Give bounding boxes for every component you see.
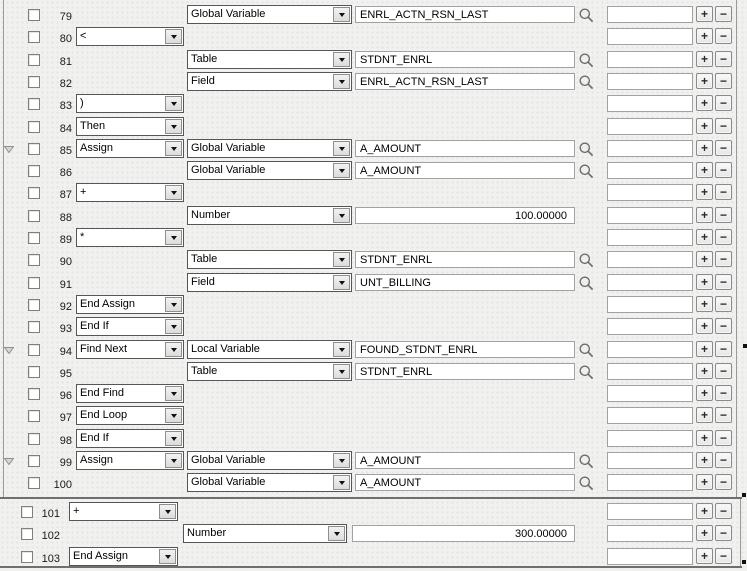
grid-row: [0, 49, 747, 71]
grid-row: [0, 26, 747, 48]
add-row-button[interactable]: +: [696, 51, 713, 67]
operand-type-dropdown-value: Global Variable: [191, 8, 266, 20]
chevron-down-icon[interactable]: [165, 297, 182, 312]
lookup-search-icon[interactable]: [578, 163, 595, 180]
chevron-down-icon[interactable]: [333, 342, 350, 357]
delete-row-button[interactable]: −: [715, 207, 732, 223]
statement-dropdown-value: End Loop: [80, 409, 128, 421]
row-number: 83: [59, 100, 72, 112]
lookup-search-icon[interactable]: [578, 7, 595, 24]
chevron-down-icon[interactable]: [333, 74, 350, 89]
secondary-value-input[interactable]: [607, 296, 693, 313]
row-number: 96: [59, 390, 72, 402]
operand-type-dropdown[interactable]: [187, 161, 352, 180]
row-number: 87: [59, 189, 72, 201]
add-row-button[interactable]: +: [696, 229, 713, 245]
operand-type-dropdown-value: Global Variable: [191, 164, 266, 176]
delete-row-button[interactable]: −: [715, 385, 732, 401]
chevron-down-icon[interactable]: [165, 185, 182, 200]
operand-type-dropdown[interactable]: [187, 473, 352, 492]
delete-row-button[interactable]: −: [715, 118, 732, 134]
chevron-down-icon[interactable]: [165, 119, 182, 134]
statement-dropdown-value: End Assign: [73, 550, 129, 562]
add-row-button[interactable]: +: [696, 341, 713, 357]
delete-row-button[interactable]: −: [715, 251, 732, 267]
row-number: 80: [59, 33, 72, 45]
delete-row-button[interactable]: −: [715, 548, 732, 564]
secondary-value-input[interactable]: [607, 229, 693, 246]
add-row-button[interactable]: +: [696, 525, 713, 541]
row-number: 92: [59, 301, 72, 313]
grid-row: [0, 71, 747, 93]
row-number: 82: [59, 78, 72, 90]
chevron-down-icon[interactable]: [333, 7, 350, 22]
row-number: 86: [59, 167, 72, 179]
chevron-down-icon[interactable]: [165, 141, 182, 156]
chevron-down-icon[interactable]: [165, 453, 182, 468]
secondary-value-input[interactable]: [607, 51, 693, 68]
secondary-value-input[interactable]: [607, 251, 693, 268]
add-row-button[interactable]: +: [696, 28, 713, 44]
add-row-button[interactable]: +: [696, 318, 713, 334]
expand-triangle-icon[interactable]: [4, 458, 14, 465]
add-row-button[interactable]: +: [696, 474, 713, 490]
statement-dropdown-value: Assign: [80, 454, 114, 466]
operand-type-dropdown-value: Number: [187, 527, 227, 539]
statement-dropdown[interactable]: [76, 451, 184, 470]
row-number: 100: [53, 479, 72, 491]
grid-row: [0, 501, 747, 523]
secondary-value-input[interactable]: [607, 341, 693, 358]
secondary-value-input[interactable]: [607, 407, 693, 424]
delete-row-button[interactable]: −: [715, 229, 732, 245]
row-number: 98: [59, 435, 72, 447]
operand-value-input[interactable]: [355, 251, 575, 268]
chevron-down-icon[interactable]: [165, 386, 182, 401]
statement-dropdown-value: +: [73, 505, 80, 517]
operand-type-dropdown-value: Global Variable: [191, 142, 266, 154]
operand-value-input[interactable]: [355, 140, 575, 157]
operand-value-input[interactable]: [355, 341, 575, 358]
delete-row-button[interactable]: −: [715, 184, 732, 200]
statement-dropdown-value: End Assign: [80, 298, 136, 310]
chevron-down-icon[interactable]: [333, 52, 350, 67]
delete-row-button[interactable]: −: [715, 274, 732, 290]
add-row-button[interactable]: +: [696, 118, 713, 134]
statement-dropdown[interactable]: [76, 384, 184, 403]
grid-row: [0, 383, 747, 405]
grid-row: [0, 294, 747, 316]
operand-type-dropdown-value: Field: [191, 75, 215, 87]
row-number: 97: [59, 412, 72, 424]
add-row-button[interactable]: +: [696, 407, 713, 423]
delete-row-button[interactable]: −: [715, 407, 732, 423]
operand-value-input[interactable]: [355, 474, 575, 491]
row-number: 95: [59, 368, 72, 380]
chevron-down-icon[interactable]: [159, 549, 176, 564]
delete-row-button[interactable]: −: [715, 162, 732, 178]
grid-row: [0, 361, 747, 383]
grid-row: [0, 405, 747, 427]
add-row-button[interactable]: +: [696, 184, 713, 200]
grid-row: [0, 472, 747, 494]
row-number: 99: [59, 457, 72, 469]
operand-value-input[interactable]: [355, 6, 575, 23]
operand-type-dropdown[interactable]: [187, 72, 352, 91]
add-row-button[interactable]: +: [696, 162, 713, 178]
delete-row-button[interactable]: −: [715, 474, 732, 490]
add-row-button[interactable]: +: [696, 274, 713, 290]
lookup-search-icon[interactable]: [578, 475, 595, 492]
statement-dropdown[interactable]: [69, 547, 178, 566]
operand-type-dropdown-value: Global Variable: [191, 454, 266, 466]
chevron-down-icon[interactable]: [333, 453, 350, 468]
secondary-value-input[interactable]: [607, 274, 693, 291]
delete-row-button[interactable]: −: [715, 318, 732, 334]
operand-value-input[interactable]: [355, 274, 575, 291]
row-number: 93: [59, 323, 72, 335]
secondary-value-input[interactable]: [607, 28, 693, 45]
operand-value-input[interactable]: [352, 525, 575, 542]
chevron-down-icon[interactable]: [333, 252, 350, 267]
grid-row: [0, 339, 747, 361]
chevron-down-icon[interactable]: [159, 504, 176, 519]
secondary-value-input[interactable]: [607, 430, 693, 447]
add-row-button[interactable]: +: [696, 73, 713, 89]
row-number: 81: [59, 56, 72, 68]
chevron-down-icon[interactable]: [165, 29, 182, 44]
lookup-search-icon[interactable]: [578, 275, 595, 292]
operand-type-dropdown-value: Number: [191, 209, 231, 221]
operand-type-dropdown[interactable]: [183, 524, 347, 543]
statement-dropdown-value: Assign: [80, 142, 114, 154]
operand-type-dropdown[interactable]: [187, 139, 352, 158]
lookup-search-icon[interactable]: [578, 342, 595, 359]
delete-row-button[interactable]: −: [715, 503, 732, 519]
add-row-button[interactable]: +: [696, 251, 713, 267]
row-number: 89: [59, 234, 72, 246]
operand-value-input[interactable]: [355, 207, 575, 224]
statement-dropdown-value: End If: [80, 432, 109, 444]
secondary-value-input[interactable]: [607, 207, 693, 224]
chevron-down-icon[interactable]: [328, 526, 345, 541]
secondary-value-input[interactable]: [607, 385, 693, 402]
chevron-down-icon[interactable]: [333, 475, 350, 490]
chevron-down-icon[interactable]: [333, 163, 350, 178]
row-number: 91: [59, 279, 72, 291]
add-row-button[interactable]: +: [696, 363, 713, 379]
row-number: 102: [41, 530, 60, 542]
operand-type-dropdown-value: Global Variable: [191, 476, 266, 488]
grid-row: [0, 138, 747, 160]
statement-dropdown[interactable]: [76, 295, 184, 314]
secondary-value-input[interactable]: [607, 118, 693, 135]
grid-row: [0, 160, 747, 182]
delete-row-button[interactable]: −: [715, 430, 732, 446]
operand-value-input[interactable]: [355, 51, 575, 68]
row-number: 79: [59, 11, 72, 23]
delete-row-button[interactable]: −: [715, 51, 732, 67]
chevron-down-icon[interactable]: [333, 275, 350, 290]
statement-dropdown[interactable]: [76, 117, 184, 136]
grid-row: [0, 182, 747, 204]
grid-row: [0, 450, 747, 472]
delete-row-button[interactable]: −: [715, 95, 732, 111]
secondary-value-input[interactable]: [607, 162, 693, 179]
chevron-down-icon[interactable]: [165, 431, 182, 446]
operand-type-dropdown[interactable]: [187, 5, 352, 24]
secondary-value-input[interactable]: [607, 474, 693, 491]
statement-dropdown-value: <: [80, 30, 87, 42]
secondary-value-input[interactable]: [607, 525, 693, 542]
statement-dropdown[interactable]: [76, 317, 184, 336]
statement-dropdown-value: *: [80, 231, 85, 243]
chevron-down-icon[interactable]: [165, 342, 182, 357]
secondary-value-input[interactable]: [607, 73, 693, 90]
statement-dropdown[interactable]: [76, 406, 184, 425]
grid-row: [0, 249, 747, 271]
delete-row-button[interactable]: −: [715, 28, 732, 44]
operand-type-dropdown[interactable]: [187, 250, 352, 269]
row-number: 101: [41, 508, 60, 520]
secondary-value-input[interactable]: [607, 95, 693, 112]
secondary-value-input[interactable]: [607, 318, 693, 335]
grid-row: [0, 272, 747, 294]
statement-dropdown[interactable]: [76, 183, 184, 202]
row-number: 85: [59, 145, 72, 157]
add-row-button[interactable]: +: [696, 140, 713, 156]
operand-value-input[interactable]: [355, 73, 575, 90]
operand-type-dropdown-value: Field: [191, 276, 215, 288]
delete-row-button[interactable]: −: [715, 6, 732, 22]
statement-dropdown-value: Then: [80, 120, 106, 132]
delete-row-button[interactable]: −: [715, 296, 732, 312]
lookup-search-icon[interactable]: [578, 74, 595, 91]
grid-row: [0, 316, 747, 338]
row-number: 90: [59, 256, 72, 268]
statement-dropdown[interactable]: [76, 27, 184, 46]
add-row-button[interactable]: +: [696, 6, 713, 22]
secondary-value-input[interactable]: [607, 503, 693, 520]
chevron-down-icon[interactable]: [333, 208, 350, 223]
delete-row-button[interactable]: −: [715, 140, 732, 156]
operand-type-dropdown[interactable]: [187, 340, 352, 359]
grid-row: [0, 227, 747, 249]
delete-row-button[interactable]: −: [715, 363, 732, 379]
grid-row: [0, 4, 747, 26]
statement-dropdown[interactable]: [69, 502, 178, 521]
operand-type-dropdown-value: Local Variable: [191, 343, 260, 355]
add-row-button[interactable]: +: [696, 207, 713, 223]
grid-row: [0, 116, 747, 138]
lookup-search-icon[interactable]: [578, 453, 595, 470]
secondary-value-input[interactable]: [607, 363, 693, 380]
statement-dropdown-value: End If: [80, 320, 109, 332]
grid-row: [0, 523, 747, 545]
delete-row-button[interactable]: −: [715, 341, 732, 357]
grid-row: [0, 205, 747, 227]
lookup-search-icon[interactable]: [578, 141, 595, 158]
operand-type-dropdown[interactable]: [187, 362, 352, 381]
row-number: 94: [59, 346, 72, 358]
expand-triangle-icon[interactable]: [4, 146, 14, 153]
lookup-search-icon[interactable]: [578, 52, 595, 69]
add-row-button[interactable]: +: [696, 430, 713, 446]
statement-dropdown-value: End Find: [80, 387, 125, 399]
delete-row-button[interactable]: −: [715, 73, 732, 89]
chevron-down-icon[interactable]: [165, 96, 182, 111]
operand-type-dropdown[interactable]: [187, 451, 352, 470]
statement-dropdown[interactable]: [76, 340, 184, 359]
chevron-down-icon[interactable]: [333, 364, 350, 379]
add-row-button[interactable]: +: [696, 95, 713, 111]
row-number: 88: [59, 212, 72, 224]
statement-dropdown-value: Find Next: [80, 343, 128, 355]
add-row-button[interactable]: +: [696, 385, 713, 401]
chevron-down-icon[interactable]: [165, 230, 182, 245]
add-row-button[interactable]: +: [696, 548, 713, 564]
chevron-down-icon[interactable]: [165, 408, 182, 423]
operand-value-input[interactable]: [355, 452, 575, 469]
grid-row: [0, 546, 747, 568]
operand-type-dropdown[interactable]: [187, 273, 352, 292]
statement-dropdown[interactable]: [76, 139, 184, 158]
secondary-value-input[interactable]: [607, 184, 693, 201]
statement-dropdown[interactable]: [76, 228, 184, 247]
secondary-value-input[interactable]: [607, 452, 693, 469]
secondary-value-input[interactable]: [607, 140, 693, 157]
statement-dropdown-value: ): [80, 97, 84, 109]
operand-value-input[interactable]: [355, 162, 575, 179]
operand-type-dropdown[interactable]: [187, 206, 352, 225]
row-number: 103: [41, 553, 60, 565]
secondary-value-input[interactable]: [607, 548, 693, 565]
lookup-search-icon[interactable]: [578, 364, 595, 381]
delete-row-button[interactable]: −: [715, 525, 732, 541]
row-number: 84: [59, 123, 72, 135]
section-divider-line: [0, 497, 742, 499]
operand-type-dropdown[interactable]: [187, 50, 352, 69]
delete-row-button[interactable]: −: [715, 452, 732, 468]
grid-row: [0, 428, 747, 450]
lookup-search-icon[interactable]: [578, 252, 595, 269]
statement-dropdown-value: +: [80, 186, 87, 198]
add-row-button[interactable]: +: [696, 452, 713, 468]
add-row-button[interactable]: +: [696, 296, 713, 312]
operand-type-dropdown-value: Table: [191, 365, 218, 377]
expand-triangle-icon[interactable]: [4, 347, 14, 354]
statement-dropdown[interactable]: [76, 94, 184, 113]
add-row-button[interactable]: +: [696, 503, 713, 519]
operand-type-dropdown-value: Table: [191, 53, 218, 65]
chevron-down-icon[interactable]: [165, 319, 182, 334]
operand-type-dropdown-value: Table: [191, 253, 218, 265]
operand-value-input[interactable]: [355, 363, 575, 380]
secondary-value-input[interactable]: [607, 6, 693, 23]
statement-dropdown[interactable]: [76, 429, 184, 448]
grid-row: [0, 93, 747, 115]
chevron-down-icon[interactable]: [333, 141, 350, 156]
